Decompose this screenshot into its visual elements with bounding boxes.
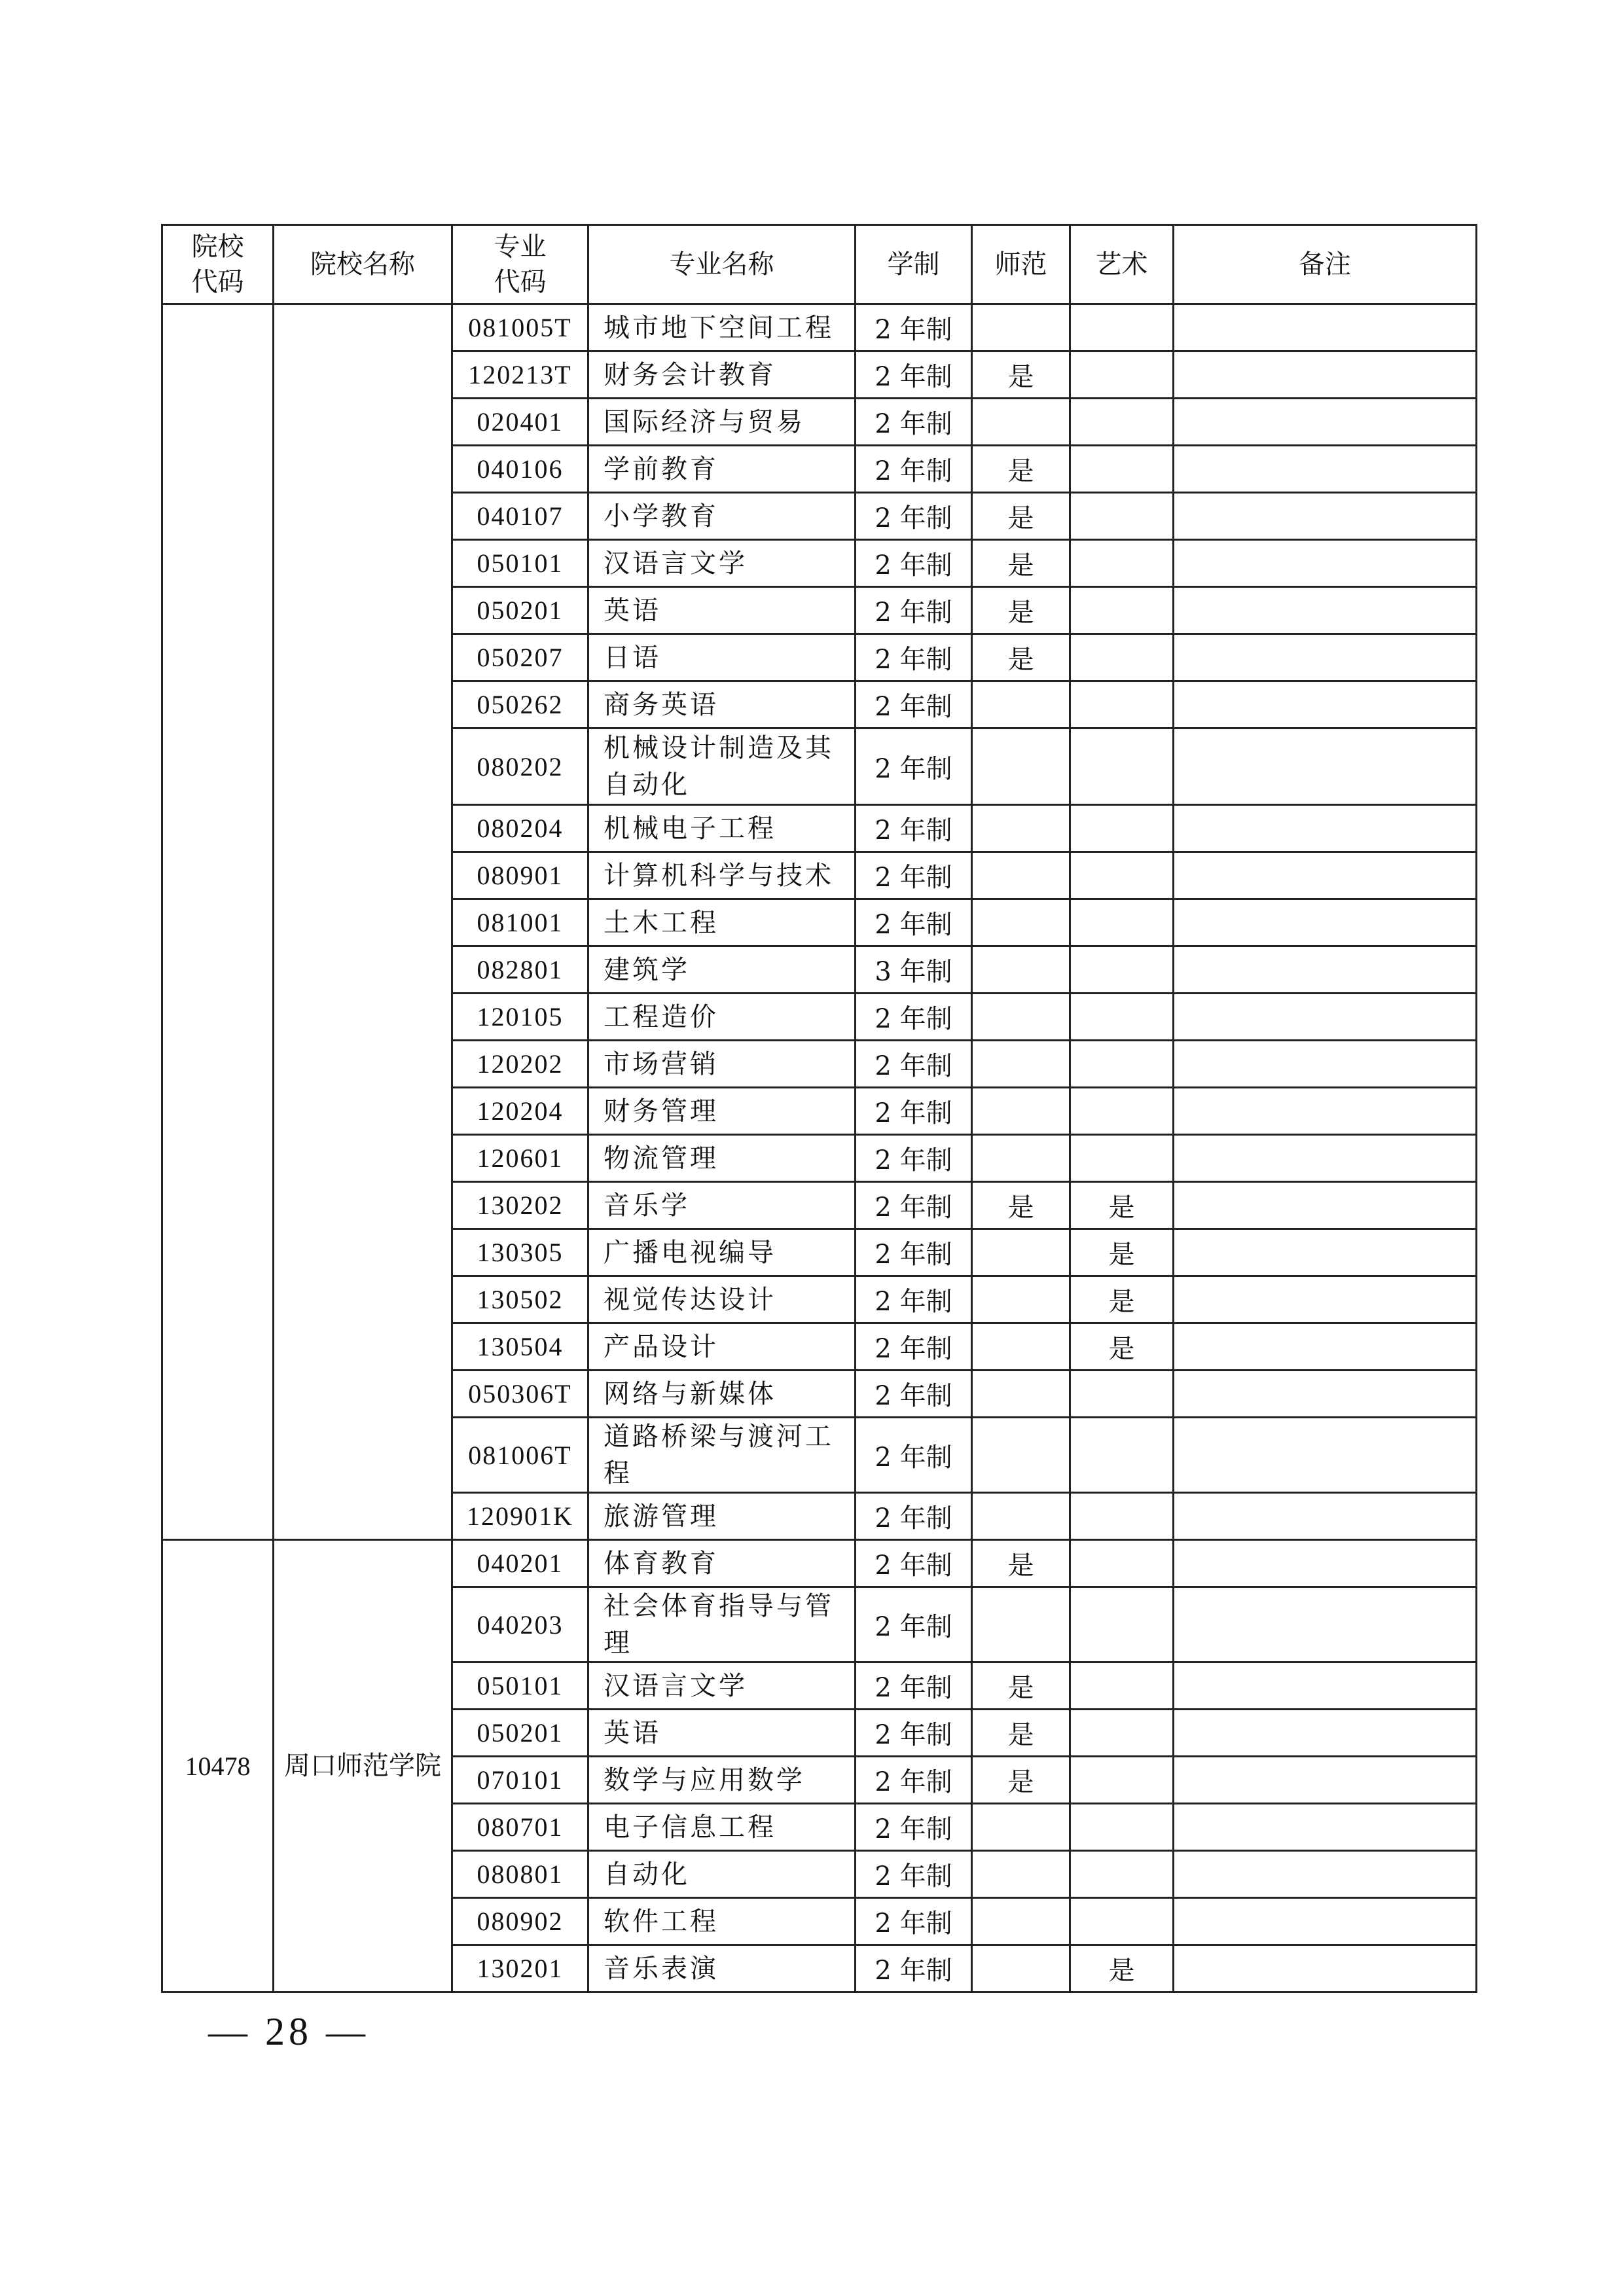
major-code-cell: 080902 bbox=[452, 1898, 588, 1945]
major-name-cell: 社会体育指导与管理 bbox=[588, 1587, 856, 1662]
school-name-cell bbox=[274, 304, 452, 1540]
major-code-cell: 120202 bbox=[452, 1041, 588, 1088]
remarks-cell bbox=[1174, 1587, 1477, 1662]
art-cell bbox=[1070, 634, 1174, 681]
duration-cell: 2 年制 bbox=[856, 1135, 972, 1182]
major-name-cell: 音乐表演 bbox=[588, 1945, 856, 1992]
remarks-cell bbox=[1174, 446, 1477, 493]
duration-cell: 2 年制 bbox=[856, 351, 972, 399]
major-code-cell: 120204 bbox=[452, 1088, 588, 1135]
duration-cell: 2 年制 bbox=[856, 540, 972, 587]
major-name-cell: 视觉传达设计 bbox=[588, 1276, 856, 1323]
normal-cell bbox=[972, 304, 1070, 351]
remarks-cell bbox=[1174, 728, 1477, 805]
major-code-cell: 050101 bbox=[452, 540, 588, 587]
art-cell: 是 bbox=[1070, 1182, 1174, 1229]
remarks-cell bbox=[1174, 304, 1477, 351]
major-code-cell: 082801 bbox=[452, 946, 588, 994]
major-code-cell: 120213T bbox=[452, 351, 588, 399]
remarks-cell bbox=[1174, 1540, 1477, 1587]
normal-cell bbox=[972, 994, 1070, 1041]
art-cell bbox=[1070, 446, 1174, 493]
art-cell bbox=[1070, 1135, 1174, 1182]
art-cell bbox=[1070, 899, 1174, 946]
remarks-cell bbox=[1174, 351, 1477, 399]
duration-cell: 2 年制 bbox=[856, 1851, 972, 1898]
art-cell bbox=[1070, 540, 1174, 587]
normal-cell bbox=[972, 1804, 1070, 1851]
normal-cell bbox=[972, 805, 1070, 852]
school-code-cell: 10478 bbox=[162, 1540, 274, 1992]
art-cell bbox=[1070, 304, 1174, 351]
header-major-name: 专业名称 bbox=[588, 225, 856, 304]
normal-cell: 是 bbox=[972, 351, 1070, 399]
normal-cell bbox=[972, 1135, 1070, 1182]
remarks-cell bbox=[1174, 1229, 1477, 1276]
duration-cell: 2 年制 bbox=[856, 681, 972, 728]
normal-cell: 是 bbox=[972, 1662, 1070, 1710]
major-name-cell: 商务英语 bbox=[588, 681, 856, 728]
art-cell bbox=[1070, 1804, 1174, 1851]
major-code-cell: 081001 bbox=[452, 899, 588, 946]
duration-cell: 2 年制 bbox=[856, 1493, 972, 1540]
major-name-cell: 物流管理 bbox=[588, 1135, 856, 1182]
art-cell: 是 bbox=[1070, 1229, 1174, 1276]
normal-cell: 是 bbox=[972, 634, 1070, 681]
major-code-cell: 040203 bbox=[452, 1587, 588, 1662]
art-cell bbox=[1070, 946, 1174, 994]
duration-cell: 2 年制 bbox=[856, 899, 972, 946]
duration-cell: 2 年制 bbox=[856, 1804, 972, 1851]
remarks-cell bbox=[1174, 1945, 1477, 1992]
art-cell bbox=[1070, 1418, 1174, 1493]
art-cell: 是 bbox=[1070, 1945, 1174, 1992]
normal-cell: 是 bbox=[972, 493, 1070, 540]
normal-cell bbox=[972, 1587, 1070, 1662]
school-name-cell: 周口师范学院 bbox=[274, 1540, 452, 1992]
major-code-cell: 040106 bbox=[452, 446, 588, 493]
remarks-cell bbox=[1174, 1323, 1477, 1371]
normal-cell bbox=[972, 1493, 1070, 1540]
major-code-cell: 120105 bbox=[452, 994, 588, 1041]
major-name-cell: 国际经济与贸易 bbox=[588, 399, 856, 446]
normal-cell bbox=[972, 681, 1070, 728]
normal-cell bbox=[972, 1229, 1070, 1276]
major-code-cell: 070101 bbox=[452, 1757, 588, 1804]
remarks-cell bbox=[1174, 1088, 1477, 1135]
major-code-cell: 080202 bbox=[452, 728, 588, 805]
normal-cell bbox=[972, 946, 1070, 994]
major-code-cell: 080901 bbox=[452, 852, 588, 899]
remarks-cell bbox=[1174, 1276, 1477, 1323]
major-code-cell: 040201 bbox=[452, 1540, 588, 1587]
normal-cell bbox=[972, 852, 1070, 899]
table-row bbox=[162, 304, 1477, 351]
normal-cell bbox=[972, 1041, 1070, 1088]
art-cell bbox=[1070, 1851, 1174, 1898]
remarks-cell bbox=[1174, 1371, 1477, 1418]
normal-cell: 是 bbox=[972, 446, 1070, 493]
header-remarks: 备注 bbox=[1174, 225, 1477, 304]
remarks-cell bbox=[1174, 805, 1477, 852]
art-cell bbox=[1070, 1710, 1174, 1757]
major-name-cell: 自动化 bbox=[588, 1851, 856, 1898]
normal-cell bbox=[972, 399, 1070, 446]
major-name-cell: 市场营销 bbox=[588, 1041, 856, 1088]
major-name-cell: 机械电子工程 bbox=[588, 805, 856, 852]
major-name-cell: 城市地下空间工程 bbox=[588, 304, 856, 351]
normal-cell bbox=[972, 899, 1070, 946]
duration-cell: 2 年制 bbox=[856, 1945, 972, 1992]
major-code-cell: 081006T bbox=[452, 1418, 588, 1493]
art-cell bbox=[1070, 351, 1174, 399]
normal-cell bbox=[972, 1851, 1070, 1898]
duration-cell: 2 年制 bbox=[856, 1898, 972, 1945]
major-name-cell: 英语 bbox=[588, 587, 856, 634]
major-name-cell: 体育教育 bbox=[588, 1540, 856, 1587]
duration-cell: 2 年制 bbox=[856, 1041, 972, 1088]
duration-cell: 2 年制 bbox=[856, 1088, 972, 1135]
major-code-cell: 130305 bbox=[452, 1229, 588, 1276]
major-name-cell: 音乐学 bbox=[588, 1182, 856, 1229]
major-name-cell: 机械设计制造及其自动化 bbox=[588, 728, 856, 805]
normal-cell bbox=[972, 1276, 1070, 1323]
remarks-cell bbox=[1174, 1804, 1477, 1851]
art-cell bbox=[1070, 1041, 1174, 1088]
remarks-cell bbox=[1174, 899, 1477, 946]
major-code-cell: 050262 bbox=[452, 681, 588, 728]
major-code-cell: 130502 bbox=[452, 1276, 588, 1323]
remarks-cell bbox=[1174, 540, 1477, 587]
header-art: 艺术 bbox=[1070, 225, 1174, 304]
remarks-cell bbox=[1174, 852, 1477, 899]
major-code-cell: 130201 bbox=[452, 1945, 588, 1992]
major-name-cell: 建筑学 bbox=[588, 946, 856, 994]
normal-cell bbox=[972, 1323, 1070, 1371]
major-name-cell: 网络与新媒体 bbox=[588, 1371, 856, 1418]
remarks-cell bbox=[1174, 1041, 1477, 1088]
duration-cell: 2 年制 bbox=[856, 399, 972, 446]
remarks-cell bbox=[1174, 681, 1477, 728]
major-code-cell: 120901K bbox=[452, 1493, 588, 1540]
major-name-cell: 计算机科学与技术 bbox=[588, 852, 856, 899]
duration-cell: 2 年制 bbox=[856, 1276, 972, 1323]
normal-cell: 是 bbox=[972, 1757, 1070, 1804]
major-code-cell: 130202 bbox=[452, 1182, 588, 1229]
remarks-cell bbox=[1174, 634, 1477, 681]
major-name-cell: 电子信息工程 bbox=[588, 1804, 856, 1851]
art-cell bbox=[1070, 587, 1174, 634]
normal-cell bbox=[972, 1088, 1070, 1135]
school-code-cell bbox=[162, 304, 274, 1540]
art-cell bbox=[1070, 1088, 1174, 1135]
duration-cell: 2 年制 bbox=[856, 1757, 972, 1804]
normal-cell bbox=[972, 1418, 1070, 1493]
major-name-cell: 财务管理 bbox=[588, 1088, 856, 1135]
normal-cell bbox=[972, 1945, 1070, 1992]
normal-cell: 是 bbox=[972, 587, 1070, 634]
remarks-cell bbox=[1174, 1135, 1477, 1182]
duration-cell: 2 年制 bbox=[856, 304, 972, 351]
duration-cell: 2 年制 bbox=[856, 1587, 972, 1662]
major-name-cell: 财务会计教育 bbox=[588, 351, 856, 399]
duration-cell: 2 年制 bbox=[856, 446, 972, 493]
art-cell bbox=[1070, 994, 1174, 1041]
major-name-cell: 旅游管理 bbox=[588, 1493, 856, 1540]
art-cell bbox=[1070, 1757, 1174, 1804]
major-code-cell: 130504 bbox=[452, 1323, 588, 1371]
duration-cell: 2 年制 bbox=[856, 1710, 972, 1757]
major-name-cell: 汉语言文学 bbox=[588, 1662, 856, 1710]
page-number: — 28 — bbox=[208, 2010, 369, 2053]
major-name-cell: 道路桥梁与渡河工程 bbox=[588, 1418, 856, 1493]
normal-cell: 是 bbox=[972, 540, 1070, 587]
table-header-row bbox=[162, 225, 1477, 304]
remarks-cell bbox=[1174, 1710, 1477, 1757]
art-cell: 是 bbox=[1070, 1323, 1174, 1371]
duration-cell: 2 年制 bbox=[856, 493, 972, 540]
remarks-cell bbox=[1174, 1662, 1477, 1710]
table-body bbox=[162, 304, 1477, 1992]
remarks-cell bbox=[1174, 994, 1477, 1041]
remarks-cell bbox=[1174, 1418, 1477, 1493]
header-school-name: 院校名称 bbox=[274, 225, 452, 304]
normal-cell: 是 bbox=[972, 1710, 1070, 1757]
duration-cell: 2 年制 bbox=[856, 1418, 972, 1493]
art-cell bbox=[1070, 1587, 1174, 1662]
major-code-cell: 081005T bbox=[452, 304, 588, 351]
duration-cell: 2 年制 bbox=[856, 634, 972, 681]
art-cell bbox=[1070, 1540, 1174, 1587]
major-name-cell: 数学与应用数学 bbox=[588, 1757, 856, 1804]
table-row bbox=[162, 1540, 1477, 1587]
art-cell bbox=[1070, 805, 1174, 852]
normal-cell: 是 bbox=[972, 1540, 1070, 1587]
duration-cell: 2 年制 bbox=[856, 1323, 972, 1371]
header-school-code: 院校 代码 bbox=[162, 225, 274, 304]
duration-cell: 2 年制 bbox=[856, 1182, 972, 1229]
major-code-cell: 050101 bbox=[452, 1662, 588, 1710]
art-cell bbox=[1070, 399, 1174, 446]
major-name-cell: 日语 bbox=[588, 634, 856, 681]
duration-cell: 2 年制 bbox=[856, 587, 972, 634]
header-major-code: 专业 代码 bbox=[452, 225, 588, 304]
major-code-cell: 080701 bbox=[452, 1804, 588, 1851]
normal-cell bbox=[972, 1898, 1070, 1945]
header-normal: 师范 bbox=[972, 225, 1070, 304]
major-name-cell: 土木工程 bbox=[588, 899, 856, 946]
art-cell bbox=[1070, 728, 1174, 805]
major-code-cell: 080801 bbox=[452, 1851, 588, 1898]
art-cell bbox=[1070, 852, 1174, 899]
major-code-cell: 080204 bbox=[452, 805, 588, 852]
remarks-cell bbox=[1174, 493, 1477, 540]
duration-cell: 2 年制 bbox=[856, 1662, 972, 1710]
major-code-cell: 120601 bbox=[452, 1135, 588, 1182]
major-name-cell: 工程造价 bbox=[588, 994, 856, 1041]
duration-cell: 2 年制 bbox=[856, 1229, 972, 1276]
major-name-cell: 学前教育 bbox=[588, 446, 856, 493]
art-cell bbox=[1070, 1898, 1174, 1945]
remarks-cell bbox=[1174, 399, 1477, 446]
major-code-cell: 040107 bbox=[452, 493, 588, 540]
art-cell bbox=[1070, 681, 1174, 728]
duration-cell: 2 年制 bbox=[856, 1540, 972, 1587]
duration-cell: 2 年制 bbox=[856, 852, 972, 899]
remarks-cell bbox=[1174, 1851, 1477, 1898]
normal-cell: 是 bbox=[972, 1182, 1070, 1229]
major-name-cell: 软件工程 bbox=[588, 1898, 856, 1945]
art-cell bbox=[1070, 1662, 1174, 1710]
art-cell bbox=[1070, 493, 1174, 540]
remarks-cell bbox=[1174, 1898, 1477, 1945]
major-code-cell: 050201 bbox=[452, 1710, 588, 1757]
major-code-cell: 020401 bbox=[452, 399, 588, 446]
duration-cell: 2 年制 bbox=[856, 805, 972, 852]
major-code-cell: 050207 bbox=[452, 634, 588, 681]
remarks-cell bbox=[1174, 587, 1477, 634]
duration-cell: 3 年制 bbox=[856, 946, 972, 994]
major-name-cell: 产品设计 bbox=[588, 1323, 856, 1371]
art-cell bbox=[1070, 1371, 1174, 1418]
normal-cell bbox=[972, 1371, 1070, 1418]
major-code-cell: 050306T bbox=[452, 1371, 588, 1418]
major-name-cell: 小学教育 bbox=[588, 493, 856, 540]
remarks-cell bbox=[1174, 1493, 1477, 1540]
duration-cell: 2 年制 bbox=[856, 1371, 972, 1418]
remarks-cell bbox=[1174, 946, 1477, 994]
major-name-cell: 汉语言文学 bbox=[588, 540, 856, 587]
art-cell: 是 bbox=[1070, 1276, 1174, 1323]
header-duration: 学制 bbox=[856, 225, 972, 304]
major-code-cell: 050201 bbox=[452, 587, 588, 634]
remarks-cell bbox=[1174, 1757, 1477, 1804]
art-cell bbox=[1070, 1493, 1174, 1540]
majors-table bbox=[161, 224, 1477, 1993]
normal-cell bbox=[972, 728, 1070, 805]
duration-cell: 2 年制 bbox=[856, 994, 972, 1041]
duration-cell: 2 年制 bbox=[856, 728, 972, 805]
major-name-cell: 广播电视编导 bbox=[588, 1229, 856, 1276]
major-name-cell: 英语 bbox=[588, 1710, 856, 1757]
remarks-cell bbox=[1174, 1182, 1477, 1229]
